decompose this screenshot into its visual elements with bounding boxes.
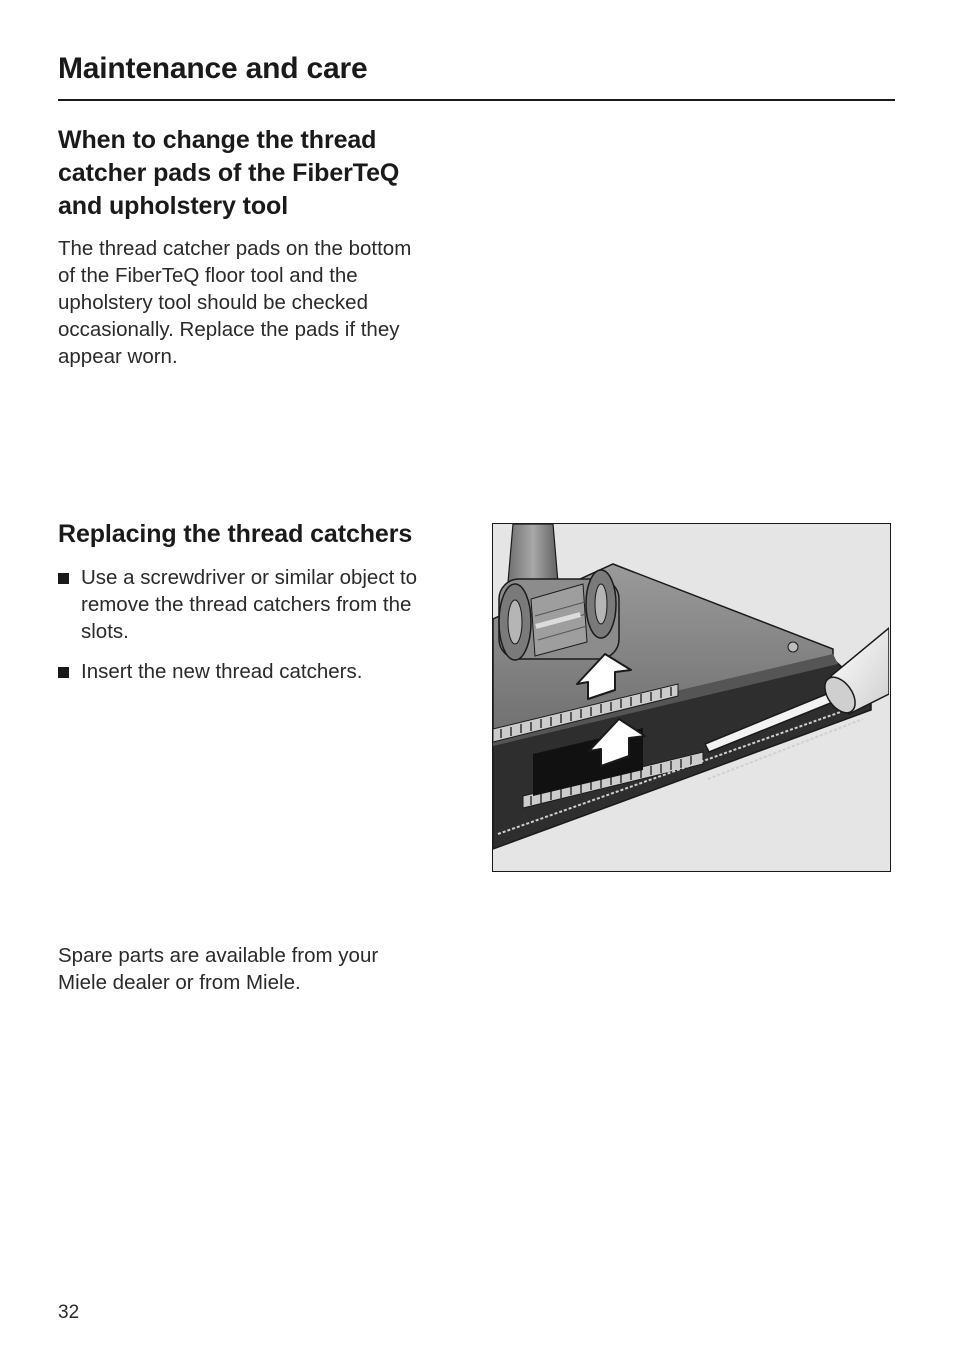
note-line: Miele dealer or from Miele.	[58, 971, 301, 994]
instruction-list	[58, 564, 478, 698]
paragraph-line: The thread catcher pads on the bottom	[58, 237, 412, 260]
heading-thread-catcher-change	[58, 124, 399, 223]
bullet-square-icon	[58, 573, 69, 584]
instruction-item	[58, 658, 478, 685]
heading-replacing-thread-catchers: Replacing the thread catchers	[58, 520, 413, 548]
heading-line: and upholstery tool	[58, 192, 289, 220]
screw	[788, 642, 798, 652]
paragraph-check-pads	[58, 235, 411, 370]
instruction-item	[58, 564, 478, 645]
instruction-line: Insert the new thread catchers.	[81, 660, 363, 683]
paragraph-line: appear worn.	[58, 345, 178, 368]
instruction-line: remove the thread catchers from the	[81, 593, 412, 616]
instruction-line: slots.	[81, 620, 129, 643]
bullet-square-icon	[58, 667, 69, 678]
swivel-joint	[499, 570, 619, 660]
spare-parts-note	[58, 942, 378, 996]
note-line: Spare parts are available from your	[58, 944, 379, 967]
page-number: 32	[58, 1302, 80, 1323]
instruction-line: Use a screwdriver or similar object to	[81, 566, 418, 589]
paragraph-line: of the FiberTeQ floor tool and the	[58, 264, 358, 287]
paragraph-line: upholstery tool should be checked	[58, 291, 368, 314]
illustration-floor-tool-thread-catchers	[492, 523, 891, 872]
section-title: Maintenance and care	[58, 52, 368, 85]
floor-tool-illustration	[493, 524, 889, 870]
paragraph-line: occasionally. Replace the pads if they	[58, 318, 400, 341]
heading-line: catcher pads of the FiberTeQ	[58, 159, 400, 187]
header-rule	[58, 99, 895, 101]
heading-line: When to change the thread	[58, 126, 377, 154]
